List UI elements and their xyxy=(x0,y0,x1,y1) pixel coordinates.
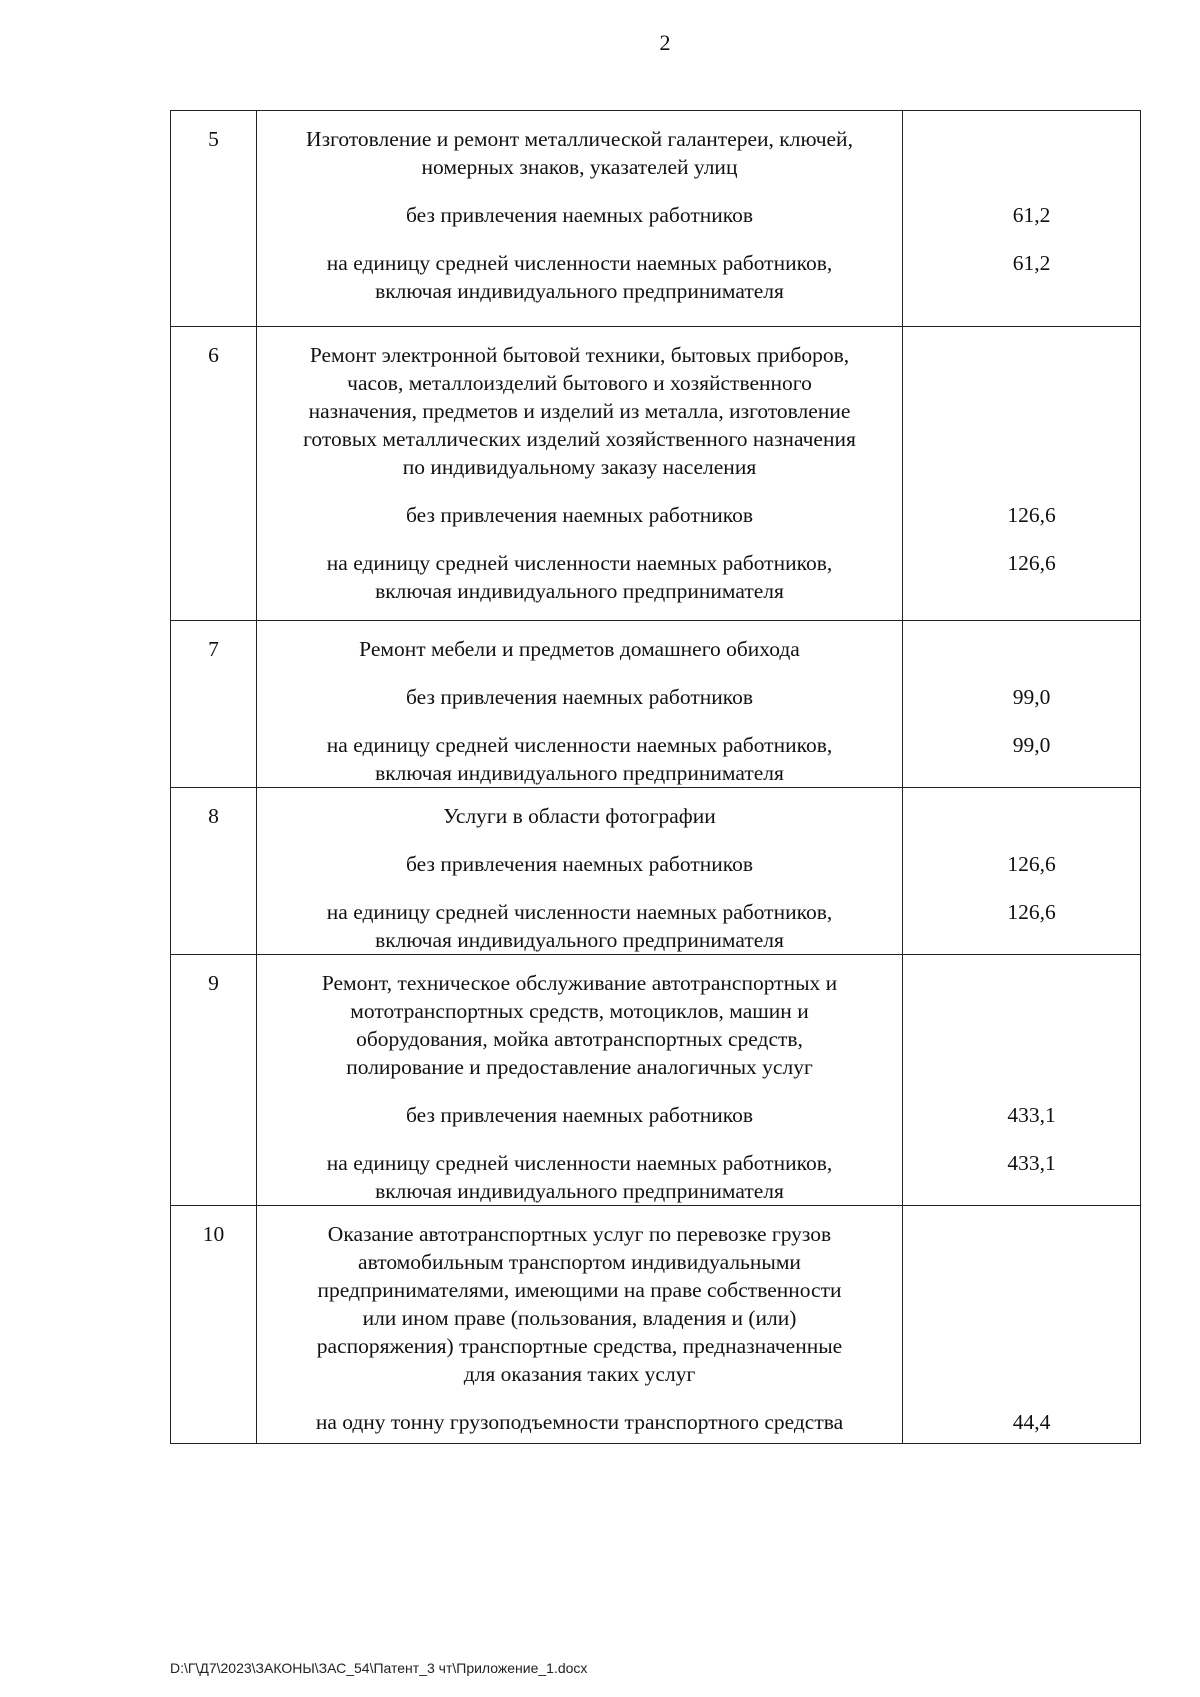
rate-condition-line: на единицу средней численности наемных работников, xyxy=(326,733,833,757)
table-row xyxy=(171,327,1141,621)
rate-value-cell xyxy=(903,621,1141,788)
rate-condition-line: без привлечения наемных работников xyxy=(406,203,753,227)
activity-title-line: Оказание автотранспортных услуг по перевозке грузов xyxy=(327,1222,832,1246)
rate-condition xyxy=(263,249,896,305)
rate-condition-line: на единицу средней численности наемных работников, xyxy=(326,900,833,924)
tax-rates-table xyxy=(170,110,1141,1444)
row-number: 8 xyxy=(171,788,257,955)
activity-title-line: назначения, предметов и изделий из металла, изготовление xyxy=(308,399,851,423)
table-row xyxy=(171,955,1141,1206)
rate-condition xyxy=(263,683,896,711)
rate-value: 126,6 xyxy=(1007,551,1056,575)
activity-title-line: Ремонт мебели и предметов домашнего обихода xyxy=(359,637,800,661)
activity-title-line: для оказания таких услуг xyxy=(463,1362,696,1386)
rate-condition xyxy=(263,731,896,787)
rate-condition xyxy=(263,1408,896,1436)
rate-condition-line: на одну тонну грузоподъемности транспортного средства xyxy=(315,1410,844,1434)
page-number: 2 xyxy=(659,30,671,55)
rate-condition xyxy=(263,501,896,529)
rate-condition-line: без привлечения наемных работников xyxy=(406,1103,753,1127)
activity-title-line: предпринимателями, имеющими на праве собственности xyxy=(317,1278,842,1302)
rate-value: 126,6 xyxy=(1007,852,1056,876)
rate-value: 61,2 xyxy=(1012,203,1051,227)
row-number: 10 xyxy=(171,1206,257,1444)
activity-description-cell xyxy=(257,955,903,1206)
rate-value: 433,1 xyxy=(1007,1151,1056,1175)
rate-condition-line: включая индивидуального предпринимателя xyxy=(375,928,784,952)
rate-value: 44,4 xyxy=(1012,1410,1051,1434)
rate-condition xyxy=(263,850,896,878)
rate-condition-line: включая индивидуального предпринимателя xyxy=(375,279,784,303)
activity-title-line: полирование и предоставление аналогичных услуг xyxy=(346,1055,813,1079)
row-number: 6 xyxy=(171,327,257,621)
row-number: 9 xyxy=(171,955,257,1206)
rate-value: 126,6 xyxy=(1007,900,1056,924)
rate-condition-line: на единицу средней численности наемных работников, xyxy=(326,1151,833,1175)
activity-title-line: оборудования, мойка автотранспортных средств, xyxy=(356,1027,803,1051)
rate-condition-line: включая индивидуального предпринимателя xyxy=(375,1179,784,1203)
rate-value-cell xyxy=(903,788,1141,955)
activity-title-line: распоряжения) транспортные средства, предназначенные xyxy=(316,1334,843,1358)
rate-condition-line: без привлечения наемных работников xyxy=(406,685,753,709)
row-number: 5 xyxy=(171,111,257,327)
activity-description-cell xyxy=(257,788,903,955)
rate-condition xyxy=(263,1149,896,1205)
rate-condition-line: на единицу средней численности наемных работников, xyxy=(326,551,833,575)
rate-condition xyxy=(263,201,896,229)
rate-condition xyxy=(263,549,896,605)
rate-condition-line: включая индивидуального предпринимателя xyxy=(375,761,784,785)
activity-title-line: часов, металлоизделий бытового и хозяйственного xyxy=(347,371,812,395)
table-row xyxy=(171,111,1141,327)
rate-condition xyxy=(263,898,896,954)
rate-condition-line: без привлечения наемных работников xyxy=(406,852,753,876)
table-row xyxy=(171,621,1141,788)
rate-condition xyxy=(263,1101,896,1129)
rate-value: 433,1 xyxy=(1007,1103,1056,1127)
activity-description-cell xyxy=(257,111,903,327)
activity-title-line: готовых металлических изделий хозяйственного назначения xyxy=(303,427,856,451)
rate-condition-line: на единицу средней численности наемных работников, xyxy=(326,251,833,275)
activity-description-cell xyxy=(257,621,903,788)
activity-title-line: мототранспортных средств, мотоциклов, машин и xyxy=(350,999,809,1023)
rate-value: 99,0 xyxy=(1012,733,1051,757)
rate-condition-line: без привлечения наемных работников xyxy=(406,503,753,527)
table-row xyxy=(171,1206,1141,1444)
rate-value-cell xyxy=(903,327,1141,621)
table-row xyxy=(171,788,1141,955)
activity-description-cell xyxy=(257,327,903,621)
activity-title-line: Ремонт, техническое обслуживание автотранспортных и xyxy=(321,971,838,995)
rate-value-cell xyxy=(903,1206,1141,1444)
activity-title-line: Ремонт электронной бытовой техники, бытовых приборов, xyxy=(309,343,850,367)
activity-title-line: по индивидуальному заказу населения xyxy=(402,455,757,479)
rate-condition-line: включая индивидуального предпринимателя xyxy=(375,579,784,603)
rate-value: 99,0 xyxy=(1012,685,1051,709)
activity-title-line: Услуги в области фотографии xyxy=(443,804,716,828)
rate-value: 126,6 xyxy=(1007,503,1056,527)
row-number: 7 xyxy=(171,621,257,788)
rate-value: 61,2 xyxy=(1012,251,1051,275)
activity-title-line: автомобильным транспортом индивидуальными xyxy=(358,1250,801,1274)
activity-title-line: или ином праве (пользования, владения и (или) xyxy=(362,1306,797,1330)
rate-value-cell xyxy=(903,955,1141,1206)
activity-title-line: номерных знаков, указателей улиц xyxy=(421,155,738,179)
activity-description-cell xyxy=(257,1206,903,1444)
file-path-footer: D:\Г\Д7\2023\ЗАКОНЫ\ЗАС_54\Патент_3 чт\Приложение_1.docx xyxy=(170,1660,588,1676)
rate-value-cell xyxy=(903,111,1141,327)
activity-title-line: Изготовление и ремонт металлической галантереи, ключей, xyxy=(306,127,853,151)
